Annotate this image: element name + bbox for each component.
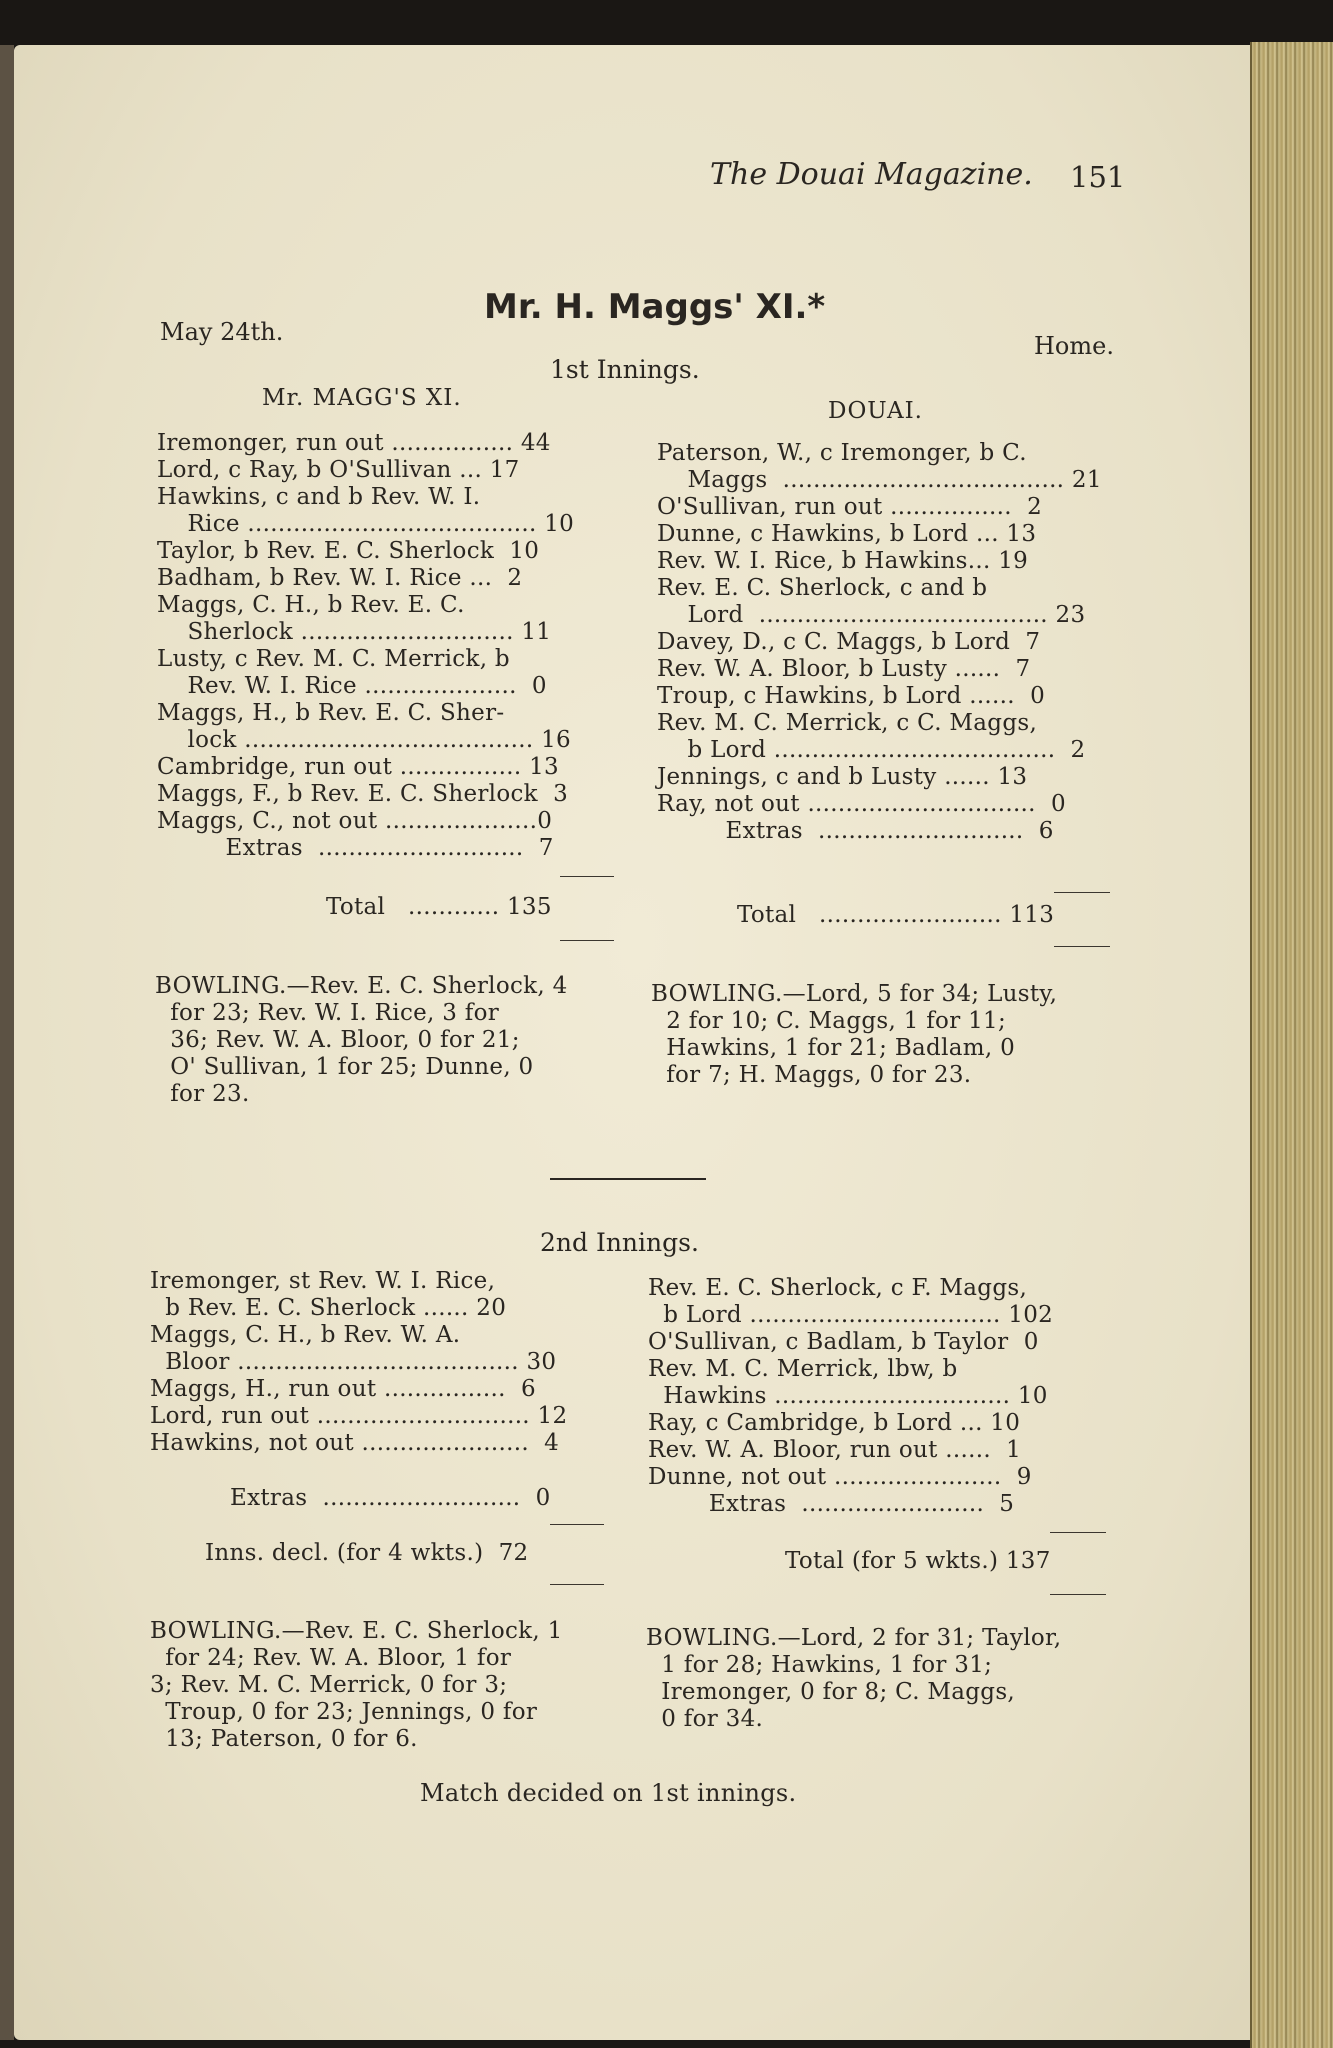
bowling-line: O' Sullivan, 1 for 25; Dunne, 0 (155, 1054, 534, 1080)
batting-line: Lusty, c Rev. M. C. Merrick, b (157, 646, 510, 672)
batting-line: Dunne, c Hawkins, b Lord ... 13 (657, 521, 1037, 547)
total-rule (1054, 892, 1110, 893)
batting-line: Rev. M. C. Merrick, c C. Maggs, (657, 710, 1038, 736)
second-innings-heading: 2nd Innings. (540, 1228, 699, 1257)
section-divider (550, 1178, 706, 1180)
batting-line: Badham, b Rev. W. I. Rice ... 2 (157, 565, 523, 591)
bowling-line: for 7; H. Maggs, 0 for 23. (651, 1062, 972, 1088)
team-heading-right: DOUAI. (828, 398, 923, 424)
batting-line: Lord, c Ray, b O'Sullivan ... 17 (157, 457, 520, 483)
batting-line: Iremonger, run out ................ 44 (157, 430, 551, 456)
batting-line: Lord ...................................... 23 (657, 602, 1086, 628)
batting-line: Rev. M. C. Merrick, lbw, b (648, 1356, 958, 1382)
total-rule (560, 876, 614, 877)
second-innings-right-total: Total (for 5 wkts.) 137 (785, 1548, 1051, 1574)
first-innings-left-total: Total ............ 135 (326, 894, 552, 920)
batting-line: Rev. W. A. Bloor, run out ...... 1 (648, 1437, 1022, 1463)
batting-line: Ray, not out .............................. 0 (657, 791, 1066, 817)
bowling-line: 0 for 34. (646, 1706, 764, 1732)
second-innings-left-total: Inns. decl. (for 4 wkts.) 72 (205, 1540, 529, 1566)
batting-line: b Rev. E. C. Sherlock ...... 20 (150, 1295, 507, 1321)
batting-line: Taylor, b Rev. E. C. Sherlock 10 (157, 538, 540, 564)
batting-line: O'Sullivan, run out ................ 2 (657, 494, 1043, 520)
batting-line: Paterson, W., c Iremonger, b C. (657, 440, 1027, 466)
bowling-line: BOWLING.—Rev. E. C. Sherlock, 4 (155, 973, 568, 999)
first-innings-right-total: Total ........................ 113 (737, 902, 1055, 928)
extras-line: Extras ........................ 5 (648, 1491, 1015, 1517)
batting-line: Bloor ..................................... 30 (150, 1349, 557, 1375)
batting-line: Dunne, not out ...................... 9 (648, 1464, 1032, 1490)
batting-line: Rice ...................................... 10 (157, 511, 575, 537)
batting-line: Davey, D., c C. Maggs, b Lord 7 (657, 629, 1041, 655)
match-date: May 24th. (160, 318, 284, 346)
page-number: 151 (1070, 160, 1126, 194)
book-spine (0, 45, 14, 2040)
bowling-line: for 24; Rev. W. A. Bloor, 1 for (150, 1645, 512, 1671)
match-title: Mr. H. Maggs' XI.* (484, 287, 826, 327)
bowling-line: 13; Paterson, 0 for 6. (150, 1726, 418, 1752)
footer-note: Match decided on 1st innings. (420, 1779, 797, 1807)
batting-line: Maggs ..................................... 21 (657, 467, 1102, 493)
total-rule (550, 1524, 604, 1525)
team-heading-left: Mr. MAGG'S XI. (262, 385, 462, 411)
total-rule (1054, 946, 1110, 947)
batting-line: O'Sullivan, c Badlam, b Taylor 0 (648, 1329, 1039, 1355)
batting-line: Maggs, C., not out ....................0 (157, 808, 553, 834)
total-rule (1050, 1532, 1106, 1533)
batting-line: Rev. E. C. Sherlock, c F. Maggs, (648, 1275, 1028, 1301)
bowling-line: Troup, 0 for 23; Jennings, 0 for (150, 1699, 538, 1725)
batting-line: Rev. E. C. Sherlock, c and b (657, 575, 988, 601)
batting-line: Rev. W. I. Rice, b Hawkins... 19 (657, 548, 1029, 574)
total-rule (550, 1584, 604, 1585)
first-innings-heading: 1st Innings. (550, 355, 700, 384)
batting-line: Rev. W. I. Rice .................... 0 (157, 673, 547, 699)
batting-line: Hawkins ............................... 10 (648, 1383, 1048, 1409)
bowling-line: 3; Rev. M. C. Merrick, 0 for 3; (150, 1672, 508, 1698)
bowling-line: for 23; Rev. W. I. Rice, 3 for (155, 1000, 500, 1026)
second-innings-left-extras: Extras .......................... 0 (230, 1485, 551, 1511)
bowling-line: Hawkins, 1 for 21; Badlam, 0 (651, 1035, 1016, 1061)
batting-line: Maggs, C. H., b Rev. W. A. (150, 1322, 461, 1348)
bowling-line: BOWLING.—Lord, 2 for 31; Taylor, (646, 1625, 1062, 1651)
bowling-line: BOWLING.—Rev. E. C. Sherlock, 1 (150, 1618, 563, 1644)
page-edges (1250, 42, 1333, 2048)
batting-line: Ray, c Cambridge, b Lord ... 10 (648, 1410, 1021, 1436)
batting-line: Hawkins, c and b Rev. W. I. (157, 484, 481, 510)
bowling-line: for 23. (155, 1081, 250, 1107)
extras-line: Extras ........................... 6 (657, 818, 1054, 844)
batting-line: b Lord ..................................... 2 (657, 737, 1086, 763)
batting-line: lock ...................................... 16 (157, 727, 571, 753)
bowling-line: 2 for 10; C. Maggs, 1 for 11; (651, 1008, 1007, 1034)
bowling-line: BOWLING.—Lord, 5 for 34; Lusty, (651, 981, 1058, 1007)
running-header-title: The Douai Magazine. (710, 157, 1033, 192)
bowling-line: 36; Rev. W. A. Bloor, 0 for 21; (155, 1027, 520, 1053)
total-rule (560, 940, 614, 941)
match-venue: Home. (1034, 332, 1114, 360)
total-rule (1050, 1594, 1106, 1595)
batting-line: Maggs, C. H., b Rev. E. C. (157, 592, 465, 618)
batting-line: Sherlock ............................ 11 (157, 619, 552, 645)
batting-line: Hawkins, not out ...................... 4 (150, 1430, 560, 1456)
batting-line: Rev. W. A. Bloor, b Lusty ...... 7 (657, 656, 1031, 682)
batting-line: Jennings, c and b Lusty ...... 13 (657, 764, 1028, 790)
batting-line: b Lord ................................. 102 (648, 1302, 1054, 1328)
batting-line: Maggs, H., b Rev. E. C. Sher- (157, 700, 505, 726)
extras-line: Extras ........................... 7 (157, 835, 554, 861)
batting-line: Troup, c Hawkins, b Lord ...... 0 (657, 683, 1046, 709)
batting-line: Maggs, F., b Rev. E. C. Sherlock 3 (157, 781, 569, 807)
bowling-line: 1 for 28; Hawkins, 1 for 31; (646, 1652, 993, 1678)
batting-line: Cambridge, run out ................ 13 (157, 754, 559, 780)
bowling-line: Iremonger, 0 for 8; C. Maggs, (646, 1679, 1016, 1705)
batting-line: Maggs, H., run out ................ 6 (150, 1376, 536, 1402)
batting-line: Lord, run out ............................ 12 (150, 1403, 568, 1429)
batting-line: Iremonger, st Rev. W. I. Rice, (150, 1268, 496, 1294)
